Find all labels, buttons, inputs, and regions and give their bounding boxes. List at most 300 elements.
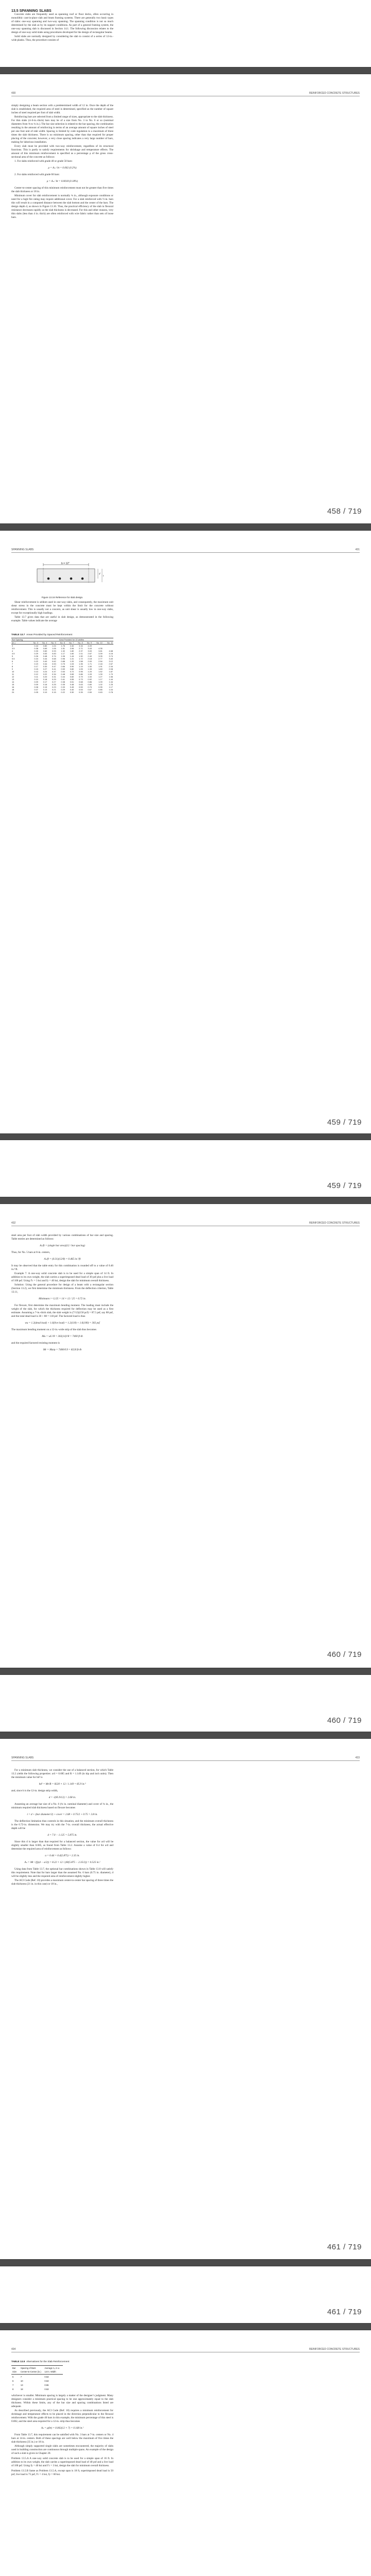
paragraph: 1. For slabs reinforced with grade 40 or grade 50 bars: [14,160,73,163]
table-title: Areas Provided by Spaced Reinforcement [26,634,73,636]
table-cell: 0.88 [61,660,65,663]
table-cell: 0.66 [61,665,65,668]
section-title: 13.5 SPANNING SLABS [11,9,52,13]
table-cell: 2.11 [79,652,83,655]
paragraph: 2. For slabs reinforced with grade 60 bars: [14,173,60,176]
table-cell: 2.40 [70,645,74,647]
table-cell: 0.08 [34,686,38,688]
table-header-cell: Bar Spacing [11,638,30,641]
table-cell: 0.11 [34,675,38,678]
svg-text:t: t [103,575,104,578]
table-cell: 0.17 [34,665,38,668]
table-cell: 3.00 [88,650,92,652]
table-cell: 1.00 [88,675,92,678]
table-cell: 1.71 [88,663,92,665]
table-cell: 1.35 [79,663,83,665]
table-cell: 1.32 [61,650,65,652]
table-cell: 0.85 [98,688,103,691]
table-cell: 1.80 [70,650,74,652]
paragraph: It may be observed that the table entry for this combination is rounded off to a value of 0.46 in.²/ft. [11,1264,113,1271]
table-cell: 4 [12,650,13,652]
table-cell: 0.09 [34,681,38,683]
table-cell: 0.59 [79,686,83,688]
paragraph: Every slab must be provided with two-way reinforcement, regardless of its structural functions. This is partly to satisfy requirements for shrinkage and temperature effects. The amount of this minimum reinforcement is specified as a percentage ρ of the gross cross-sectional area of the concrete as follows: [11,145,113,159]
table-cell: 4.5 [12,652,15,655]
table-cell: 0.13 [34,670,38,673]
table-cell: 4.00 [88,645,92,647]
table-cell: 0.60 [43,650,47,652]
table-cell: 2.18 [88,657,92,660]
paragraph: Thus, for No. 5 bars at 8-in. centers, [11,1251,50,1254]
paragraph: Assuming an average bar size of a No. 6 (¾ in. nominal diameter) and cover of ¾ in., the minimum required slab thickness based on flexure becomes [11,1803,113,1809]
table-cell: 0.25 [52,683,56,686]
table-cell: 3.5 [12,647,15,650]
table-cell: 0.50 [88,691,92,693]
table-cell: 1.69 [98,668,103,670]
table-cell: 0.83 [52,652,56,655]
table-cell: 0.15 [52,691,56,693]
table-cell: 0.30 [70,691,74,693]
table-header-cell: No. 4 [39,641,47,645]
header-page-number: 434 [11,2348,16,2351]
table-cell: 7 [12,663,13,665]
table-cell: 0.12 [34,673,38,675]
table-cell: 0.48 [70,683,74,686]
table-cell: 0.15 [34,668,38,670]
table-cell: 0.26 [34,655,38,657]
equation: t = d + (bar diameter/2) + cover = 2.68 + 0.75/2 + 0.75 = 3.8 in. [27,1813,98,1816]
table-caption [11,2360,113,2364]
table-cell: 0.22 [61,691,65,693]
table-cell: 1.04 [109,688,113,691]
paragraph: simply designing a beam section with a predetermined width of 12 in. Once the depth of the slab is established, the required area of steel is determined, specified as the number of square inches of steel required per foot of slab width. [11,104,113,114]
table-cell: 0.27 [43,668,47,670]
table-cell: 0.09 [34,683,38,686]
table-cell: 2.71 [79,647,83,650]
paragraph: and the required factored resisting moment is [11,1342,60,1345]
page-indicator: 461 / 719 [327,2243,362,2251]
table-cell: 0.21 [52,688,56,691]
header-title: REINFORCED CONCRETE STRUCTURES [309,2348,360,2351]
table-cell: 3.39 [98,652,103,655]
table-number: TABLE 13.8 [11,2361,25,2363]
table-cell: 16 [12,686,14,688]
table-cell: 5 [12,655,13,657]
table-cell: 0.86 [79,673,83,675]
table-cell: 0.15 [43,686,47,688]
table-cell: 1.34 [109,681,113,683]
table-cell: 0.35 [61,683,65,686]
table-cell: 0.23 [52,686,56,688]
table-cell: 0.31 [52,675,56,678]
table-cell: 0.22 [43,673,47,675]
table-cell: 1.44 [109,678,113,681]
table-cell: 0.29 [34,652,38,655]
table-cell: 12 [12,675,14,678]
table-cell: 0.95 [79,670,83,673]
table-cell: 1.33 [88,668,92,670]
table-cell: 0.68 [52,657,56,660]
page-body [11,104,113,220]
page-body [11,1234,113,1355]
svg-text:d: d [99,573,100,575]
table-cell: 0.17 [43,681,47,683]
table-cell: 0.24 [43,670,47,673]
table-cell: 2.00 [88,660,92,663]
equation: a = 0.4d = 0.4(5.875) = 2.35 in. [45,1854,80,1857]
table-cell: 0.63 [79,683,83,686]
paragraph: Center-to-center spacing of this minimum reinforcement must not be greater than five times the slab thickness or 18 in. [11,187,113,193]
table-cell: 1.17 [98,678,103,681]
table-cell: 3.81 [98,650,103,652]
table-cell: 0.51 [70,681,74,683]
table-cell: 0.78 [109,691,113,693]
table-cell: 0.73 [79,678,83,681]
table-cell: 0.53 [44,2379,49,2382]
table-cell: 0.20 [43,675,47,678]
paragraph: For a minimum slab thickness, we consider the use of a balanced section, for which Table 13.2 yields the following properties: a/d = 0.685 and R = 1.149 (in kip and inch units). Then the minimum value for bd² is [11,1769,113,1779]
table-cell: 0.53 [61,670,65,673]
table-cell: 0.33 [61,686,65,688]
equation: bd² = Mr/R = 8220 × 12 / 1.149 = 85.9 in.³ [39,1783,86,1786]
table-cell: 0.34 [43,663,47,665]
table-title: Alternatives for the Slab Reinforcement [26,2361,70,2363]
table-cell: 9 [12,668,13,670]
table-cell: 0.48 [61,673,65,675]
example-paragraph: Example 7. A one-way solid concrete slab is to be used for a simple span of 14 ft. In addition to its own weight, the slab carries a superimposed dead load of 30 psf plus a live load of 100 psf. Using f′c = 3 ksi and fy = 40 ksi, design the slab for minimum overall thickness. [11,1272,113,1282]
problem-paragraph: Problem 13.5.B Same as Problem 13.5.A, except span is 18 ft, superimposed dead load is 50 psf, live load is 75 psf, f′c = 4 ksi, fy = 60 ksi. [11,2469,113,2476]
table-cell: 0.65 [70,673,74,675]
header-page-number: 431 [355,548,360,551]
data-table [11,638,113,693]
table-cell: 3.16 [79,645,83,647]
table-cell: 11 [12,673,14,675]
table-cell: 0.80 [70,668,74,670]
table-cell: 0.48 [43,655,47,657]
table-row [11,691,113,693]
table-cell: 1.51 [61,647,65,650]
paragraph: Reinforcing bars are selected from a limited range of sizes, appropriate to the slab thickness. For thin slabs (4–6-in.-thick) bars may be of a size from No. 3 to No. 6 or so (nominal diameters from ⅜ to ¾ in.). The bar size selection is related to the bar spacing, the combination resulting in the amount of reinforcing in terms of an average amount of square inches of steel per one foot unit of slab width. Spacing is limited by code regulation to a maximum of three times the slab thickness. There is no minimum spacing, other than that required for proper placing of the concrete; however, a very close spacing indicates a very large number of bars, making for laborious installation. [11,115,113,144]
equation: Aₛ = ρ(bt) = 0.002(12 × 7) = 0.168 in.² [41,2427,84,2430]
table-cell: 18 [20,2387,23,2391]
table-cell: 1.02 [98,683,103,686]
table-cell: 10 [20,2379,23,2382]
page-body [11,601,113,623]
table-cell: 1.17 [61,652,65,655]
table-cell: 0.80 [43,645,47,647]
table-cell: 18 [12,688,14,691]
table-cell: 1.39 [98,673,103,675]
table-cell: 1.56 [109,675,113,678]
table-cell: 24 [12,691,14,693]
table-cell: 0.60 [70,675,74,678]
paragraph: Table 13.7 gives data that are useful in slab design, as demonstrated in the following example. Table values indicate the average [11,616,113,622]
table-cell: 6 [12,660,13,663]
table-cell: 0.75 [88,686,92,688]
table-cell: 7 [12,2383,14,2386]
table-cell: 1.20 [88,670,92,673]
table-cell: 2.08 [109,668,113,670]
table-cell: 0.75 [61,663,65,665]
table-cell: 0.90 [70,665,74,668]
table-cell: 5.5 [12,657,15,660]
table-cell: 0.41 [61,678,65,681]
table-cell: 2.54 [98,660,103,663]
page-433 [0,1739,371,2259]
paragraph: Although simply supported single slabs are sometimes encountered, the majority of slabs used in building construction are continuous through multiple spans. An example of the design of such a slab is given in Chapter 20. [11,2445,113,2455]
table-cell: 2.77 [98,657,103,660]
page-blank [0,2266,371,2323]
table-cell: 5 [12,2375,14,2378]
table-cell: 1.50 [88,665,92,668]
table-cell: 0.44 [43,657,47,660]
table-cell: 0.41 [52,668,56,670]
header-title: SPANNING SLABS [11,548,34,551]
table-number: TABLE 13.7 [11,634,25,636]
table-cell: 0.40 [43,660,47,663]
table-cell: 2.67 [109,663,113,665]
table-cell: 1.09 [98,681,103,683]
table-cell: 0.55 [70,678,74,681]
page-body [11,1769,113,1887]
table-cell: 0.86 [88,681,92,683]
slab-diagram [11,562,113,592]
paragraph: whichever is smaller. Minimum spacing is largely a matter of the designer’s judgment. Many designers consider a minimum practical spacing to be one approximately equal to the slab thickness. Within these limits, any of the bar size and spacing combinations listed are adequate. [11,2394,113,2408]
table-cell: 1.90 [79,655,83,657]
table-cell: 1.60 [70,652,74,655]
table-cell: 6 [12,2379,14,2382]
table-cell: 0.67 [88,688,92,691]
table-cell: 3.05 [98,655,103,657]
table-cell: 2.67 [88,652,92,655]
paragraph: For flexure, first determine the maximum bending moment. The loading must include the weight of the slab, for which the thickness required for deflection may be used as a first estimate. Assuming a 7-in.-thick slab, the slab weight is (7/12)(150 pcf) = 87.5 psf, say 88 psf, and the total dead load is 30 + 88 = 118 psf. The factored load is thus [11,1304,113,1318]
equation: d = √(85.9/12) = 2.68 in. [48,1796,76,1799]
table-cell: 0.93 [52,650,56,652]
paragraph: The deflection limitation thus controls in this situation, and the minimum overall thickness is the 6.72-in. dimension. We may try with the 7-in. overall thickness, the actual effective depth will be [11,1820,113,1830]
header-rule [11,552,360,553]
table-cell: 0.63 [98,691,103,693]
table-13-7 [11,634,113,693]
equation: Mu = wL²/8 = 302(14)²/8 = 7400 ft-lb [42,1335,83,1338]
table-cell: 0.30 [43,665,47,668]
table-cell: 10 [12,670,14,673]
figure-width-label: b = 12" [61,562,70,565]
header-title: REINFORCED CONCRETE STRUCTURES [309,1222,360,1225]
table-cell: 1.03 [70,663,74,665]
table-cell: 0.37 [52,670,56,673]
table-cell: 0.44 [61,675,65,678]
table-cell: 0.10 [43,691,47,693]
table-header-cell: No. 8 [74,641,83,645]
table-cell: 0.18 [43,678,47,681]
table-cell: 1.06 [61,655,65,657]
header-rule [11,1760,360,1761]
table-cell: 1.17 [109,686,113,688]
equation: ρ = Aₛ / bt = 0.002 (0.2%) [48,166,77,170]
page-indicator: 459 / 719 [327,1181,362,1190]
header-page-number: 430 [11,92,16,95]
table-header-cell: No. 9 [83,641,92,645]
table-cell: 1.91 [98,665,103,668]
table-cell: 0.38 [34,647,38,650]
table-cell: 0.24 [34,657,38,660]
table-header-cell: No. 11 [103,641,113,645]
equation: wu = 1.2(dead load) + 1.6(live load) = 1.2(118) + 1.6(100) = 302 psf [25,1321,100,1325]
table-cell: 3 [12,645,13,647]
paragraph: From Table 13.7, this requirement can be satisfied with No. 3 bars at 7-in. centers or No. 4 bars at 14-in. centers. Both of these spacings are well below the maximum of five times the slab thickness (35 in.) or 18 in. [11,2433,113,2444]
table-row [11,2375,63,2379]
table-header-cell: No. 3 [30,641,39,645]
table-cell: 0.39 [79,691,83,693]
table-cell: 1.31 [70,657,74,660]
table-cell: 3.74 [109,655,113,657]
table-cell: 0.44 [34,645,38,647]
problem-paragraph: Problem 13.5.A A one-way solid concrete slab is to be used for a simple span of 16 ft. In addition to its own weight, the slab carries a superimposed dead load of 40 psf and a live load of 100 psf. Using fy = 40 ksi and f′c = 3 ksi, design the slab for minimum overall thickness. [11,2457,113,2467]
table-cell: 1.24 [52,645,56,647]
table-cell: 2.06 [70,647,74,650]
table-cell: 0.53 [44,2375,49,2378]
table-cell: 0.53 [79,688,83,691]
table-cell: 1.19 [79,665,83,668]
table-cell: 0.96 [61,657,65,660]
table-cell: 0.13 [43,688,47,691]
paragraph: Concrete slabs are frequently used as spanning roof or floor decks, often occurring in monolithic cast-in-place slab and beam framing systems. There are generally two basic types of slabs: one-way spanning and two-way spanning. The spanning condition is not so much determined by the slab as by its support conditions. As part of a general framing system, the one-way spanning slab is discussed in Section 14.1. The following discussion relates to the design of one-way solid slabs using procedures developed for the design of rectangular beams. [11,13,113,34]
equation: Aₛ/ft = (0.31)(12/8) = 0.465 in.²/ft [44,1258,81,1261]
page-431 [0,531,371,1133]
table-cell: 13 [12,678,14,681]
table-cell: 0.55 [44,2383,49,2386]
page-432 [0,1204,371,1668]
paragraph: Solid slabs are normally designed by considering the slab to consist of a series of 12-in.-wide planks. Thus, the procedure consists of [11,35,113,42]
data-table [11,2365,63,2391]
table-cell: 0.95 [98,686,103,688]
page-429 [0,0,371,67]
table-cell: 1.87 [109,670,113,673]
table-cell: 1.09 [88,673,92,675]
equation: Minimum t = L/25 = 14 × 12 / 25 = 6.72 in. [39,1297,86,1300]
page-indicator: 461 / 719 [327,2308,362,2316]
header-page-number: 433 [355,1756,360,1759]
page-blank [0,1675,371,1732]
page-indicator: 460 / 719 [327,1716,362,1725]
table-row [11,2383,63,2387]
table-header-cell: No. 6 [57,641,65,645]
table-cell: 0.59 [61,668,65,670]
page-body [11,9,113,43]
table-cell: 1.05 [79,668,83,670]
paragraph: and, since b is the 12-in. design strip width, [11,1789,58,1792]
table-cell: 4.16 [109,652,113,655]
solution-paragraph: Solution: Using the general procedure for design of a beam with a rectangular section (Section 13.2), we first determine the minimum thickness. From the deflection criterion, Table 13.11, [11,1283,113,1294]
table-cell: 0.16 [43,683,47,686]
table-cell: 14 [12,681,14,683]
table-header-cell: Area Provided for 10 widths [30,638,113,641]
table-cell: 2.18 [98,663,103,665]
table-cell: 2.37 [79,650,83,652]
table-cell: 0.19 [34,663,38,665]
table-cell: 0.47 [52,665,56,668]
table-cell: 8 [12,2387,14,2391]
page-430 [0,74,371,523]
table-cell: 15 [12,683,14,686]
table-cell: 4.68 [109,650,113,652]
table-cell: 0.69 [43,647,47,650]
table-cell: 0.79 [79,675,83,678]
table-header-cell: Average Aₛ in a 12-in. Width [43,2366,63,2375]
table-header-cell: No. 10 [92,641,103,645]
table-cell: 1.58 [79,660,83,663]
table-header-cell: No. 5 [47,641,56,645]
page-blank [0,1140,371,1197]
table-cell: 0.10 [34,678,38,681]
table-cell: 0.33 [34,650,38,652]
table-cell: 0.45 [70,686,74,688]
table-cell: 2.34 [109,665,113,668]
table-header-cell: (in.) [11,641,30,645]
table-cell: 0.40 [70,688,74,691]
table-cell: 2.40 [88,655,92,657]
table-cell: 0.53 [44,2387,49,2391]
table-cell: 1.72 [79,657,83,660]
table-cell: 1.06 [52,647,56,650]
table-cell: 1.27 [98,675,103,678]
equation: d = 7.0 − 1.125 = 5.875 in. [47,1834,77,1837]
table-cell: 3.43 [88,647,92,650]
equation: Mr = Mu/φ = 7400/0.9 = 8220 ft-lb [43,1348,82,1351]
paragraph: Since this d is larger than that required for a balanced section, the value for a/d will be slightly smaller than 0.685, as found from Table 13.2. Assume a value of 0.4 for a/d and determine the required area of reinforcement as follows: [11,1840,113,1851]
table-cell: 1.76 [61,645,65,647]
paragraph: The ACI Code (Ref. 10) provides a maximum center-to-center bar spacing of three times the slab thickness (21 in. in this case) or 18 in., [11,1879,113,1886]
table-cell: 0.29 [61,688,65,691]
figure-slab-reference [11,562,113,599]
table-cell: 0.80 [88,683,92,686]
table-row [11,2379,63,2383]
page-indicator: 458 / 719 [327,507,362,516]
table-cell: 0.74 [52,655,56,657]
table-cell: 0.05 [34,691,38,693]
equation: Aₛ/ft = (single bar area)(12 / bar spacing) [40,1244,85,1247]
table-header-cell: No. 7 [65,641,74,645]
table-cell: 0.62 [52,660,56,663]
table-header-cell: Spacing of Bars Center-to-Center (in.) [20,2366,43,2375]
paragraph: steel area per foot of slab width provided by various combinations of bar size and spacing. Table entries are determined as follows: [11,1234,113,1241]
table-cell: 1.44 [70,655,74,657]
table-cell: 0.68 [79,681,83,683]
header-page-number: 432 [11,1222,16,1225]
page-434 [0,2330,371,2576]
table-cell: 8 [12,665,13,668]
table-cell: 1.20 [70,660,74,663]
table-cell: 0.34 [52,673,56,675]
table-cell: 0.07 [34,688,38,691]
figure-caption: Figure 13.16 Reference for slab design. [41,596,83,599]
paragraph: The maximum bending moment on a 12-in.-wide strip of the slab thus becomes [11,1328,96,1331]
table-cell: 3.40 [109,657,113,660]
header-title: REINFORCED CONCRETE STRUCTURES [309,92,360,95]
table-cell: 7 [20,2375,22,2378]
table-header-cell: Bar Size [11,2366,20,2375]
table-cell: 0.53 [43,652,47,655]
paragraph: Using data from Table 13.7, the optional bar combinations shown in Table 13.8 will satisfy this requirement. Note that for bars larger than the assumed No. 6 bars (0.75 in. diameter), d will be slightly less and the required area of reinforcement slightly higher. [11,1868,113,1878]
paragraph: Minimum cover for slab reinforcement is normally ¾ in., although exposure conditions or need for a high fire rating may require additional cover. For a slab reinforced with ½-in. bars this will result in a computed distance between the slab bottom and the center of the bars. The design depth d, as shown in Figure 13.16. Thus, the practical efficiency of the slab in flexural resistance decreases rapidly as the slab thickness is decreased. For this and other reasons, very thin slabs (less than 4 in. thick) are often reinforced with wire fabric rather than sets of loose bars. [11,194,113,219]
page-indicator: 459 / 719 [327,1118,362,1127]
paragraph: As described previously, the ACI Code (Ref. 10) requires a minimum reinforcement for shrinkage and temperature effects to be placed in the direction perpendicular to the flexural reinforcement. With the grade 40 bars in this example, the minimum percentage of this steel is 0.002, and the steel area required for a 12-in. strip thus becomes [11,2409,113,2423]
table-cell: 1.52 [98,670,103,673]
paragraph: Shear reinforcement is seldom used in one-way slabs, and consequently, the maximum unit shear stress in the concrete must be kept within the limit for the concrete without reinforcement. This is usually not a concern, as unit shear is usually low in one-way slabs, except for exceptionally high loadings. [11,601,113,615]
table-row [11,2387,63,2391]
table-cell: 1.25 [109,683,113,686]
table-cell: 0.29 [52,678,56,681]
